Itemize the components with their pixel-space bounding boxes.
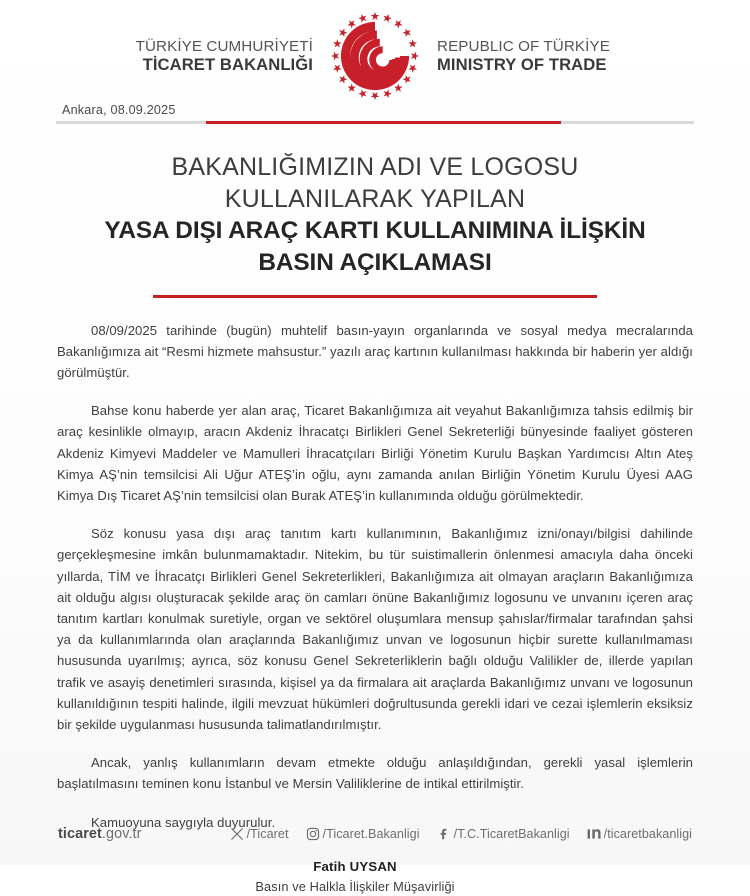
social-link-linkedin[interactable]	[587, 827, 692, 842]
instagram-icon	[306, 827, 321, 842]
page-title	[0, 152, 750, 298]
dateline: Ankara, 08.09.2025	[62, 103, 176, 117]
body-paragraph: Ancak, yanlış kullanımların devam etmekte olduğu anlaşıldığından, gerekli yasal işlemlerin başlatılmasını teminen konu İstanbul ve Mersin Valiliklerine de intikal ettirilmiştir.	[57, 755, 693, 792]
masthead	[0, 0, 750, 100]
social-link-facebook[interactable]	[437, 827, 570, 842]
title-line-4: BASIN AÇIKLAMASI	[258, 248, 492, 276]
social-handle-instagram: /Ticaret.Bakanligi	[322, 827, 420, 841]
title-line-3: YASA DIŞI ARAÇ KARTI KULLANIMINA İLİŞKİN	[104, 217, 646, 244]
brand-english-line2: MINISTRY OF TRADE	[437, 55, 607, 75]
social-link-instagram[interactable]	[306, 827, 420, 842]
x-twitter-icon	[230, 827, 245, 842]
social-handle-x: /Ticaret	[246, 827, 289, 841]
body-paragraph: Bahse konu haberde yer alan araç, Ticaret Bakanlığımıza ait veyahut Bakanlığımıza tahsis edilmiş bir araç kesinlikle olmayıp, aracın Akdeniz İhracatçı Birlikleri Genel Sekreterliği bünyesinde faaliyet gösteren Akdeniz Kimyevi Maddeler ve Mamulleri İhracatçıları Birliği Yönetim Kurulu Başkan Yardımcısı Altın Ateş Kimya AŞ’nin temsilcisi Ali Uğur ATEŞ’in oğlu, aynı zamanda anılan Birliğin Yönetim Kurulu Üyesi AAG Kimya Dış Ticaret AŞ’nin temsilcisi olan Burak ATEŞ’in kullanımında olduğu görülmektedir.	[57, 403, 693, 503]
brand-english-line1: REPUBLIC OF TÜRKİYE	[437, 37, 610, 55]
press-release-body	[0, 320, 750, 833]
body-paragraph: Kamuoyuna saygıyla duyurulur.	[91, 814, 276, 830]
signatory-name: Fatih UYSAN	[313, 858, 397, 874]
body-paragraph: Söz konusu yasa dışı araç tanıtım kartı kullanımının, Bakanlığımız izni/onayı/bilgisi dahilinde gerçekleşmesine imkân bulunmamaktadır. Nitekim, bu tür suistimallerin önlenmesi amacıyla daha önceki yıllarda, TİM ve İhracatçı Birlikleri Genel Sekreterlikleri, Bakanlığımıza ait olmayan araçların Bakanlığımıza ait olduğu algısı oluşturacak şekilde araç ön camları önüne Bakanlığımız logosunu ve unvanını içeren araç tanıtım kartları konulmak suretiyle, organ ve sektörel oluşumlara mensup şahıslar/firmalar tarafından şahsi ya da kullanımlarında olan araçlarında Bakanlığımız unvan ve logosunun hiçbir surette kullanılmaması hususunda uyarılmış; ayrıca, söz konusu Genel Sekreterliklerin bağlı olduğu Valilikler de, illerde yapılan trafik ve asayiş denetimleri sırasında, kişisel ya da firmalara ait araçlarda Bakanlığımız unvanı ve logosunun kullanıldığının tespiti halinde, ilgili mevzuat hükümleri doğrultusunda gerekli idari ve cezai işlemlerin eksiksiz bir şekilde uygulanması hususunda talimatlandırılmıştır.	[57, 526, 693, 732]
brand-turkish-line2: TİCARET BAKANLIĞI	[142, 55, 313, 75]
header-divider	[56, 121, 694, 124]
website-name: ticaret	[58, 826, 102, 842]
website-link[interactable]	[58, 826, 142, 842]
brand-english	[423, 38, 669, 75]
signature-block	[0, 857, 750, 896]
title-line-1: BAKANLIĞIMIZIN ADI VE LOGOSU	[171, 153, 579, 181]
brand-turkish	[81, 38, 327, 75]
title-underline	[153, 295, 597, 298]
social-handle-linkedin: /ticaretbakanligi	[603, 827, 692, 841]
body-paragraph: 08/09/2025 tarihinde (bugün) muhtelif basın-yayın organlarında ve sosyal medya mecralarında Bakanlığımıza ait “Resmi hizmete mahsustur.” yazılı araç kartının kullanılması hakkında bir haberin yer aldığı görülmüştür.	[57, 322, 693, 380]
social-links	[230, 827, 692, 842]
header-divider-red-segment	[206, 121, 561, 124]
brand-turkish-line1: TÜRKİYE CUMHURİYETİ	[135, 37, 313, 55]
turkish-ministry-of-trade-emblem-icon	[327, 8, 423, 104]
footer	[0, 817, 750, 851]
signatory-title: Basın ve Halkla İlişkiler Müşavirliği	[255, 878, 455, 894]
title-line-2: KULLANILARAK YAPILAN	[224, 184, 526, 213]
website-tld: .gov.tr	[101, 826, 142, 842]
social-link-x[interactable]	[230, 827, 289, 842]
linkedin-icon	[587, 827, 602, 842]
facebook-icon	[437, 827, 452, 842]
social-handle-facebook: /T.C.TicaretBakanligi	[453, 827, 570, 841]
dateline-row	[0, 100, 750, 130]
